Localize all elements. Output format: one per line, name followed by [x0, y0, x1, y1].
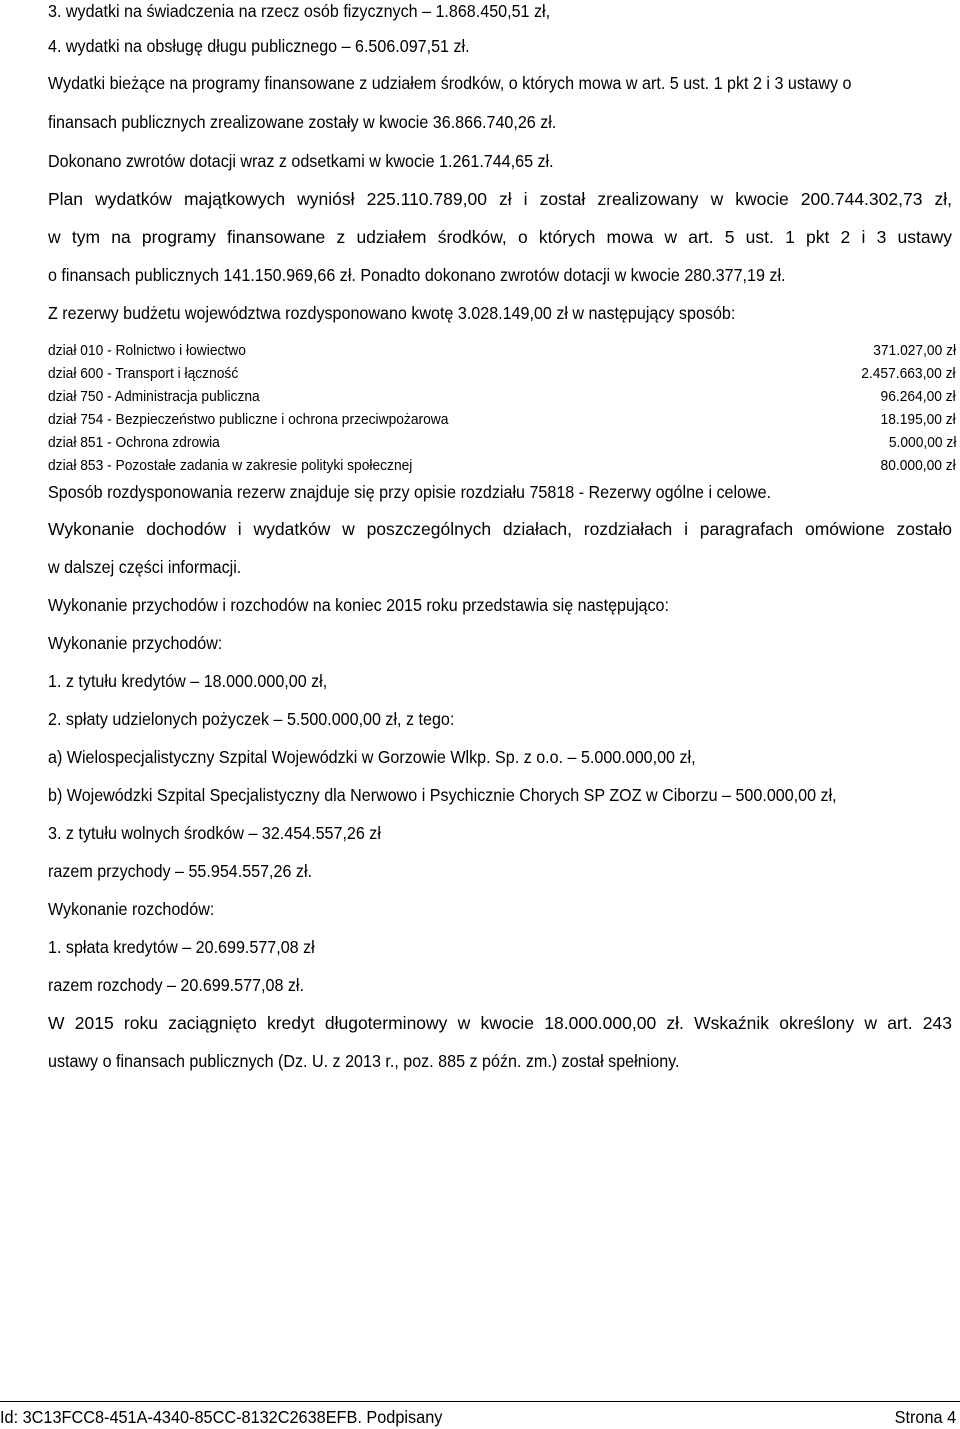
reserve-amount: 5.000,00 zł	[888, 434, 956, 451]
reserve-label: dział 853 - Pozostałe zadania w zakresie polityki społecznej	[48, 457, 413, 474]
reserve-label: dział 754 - Bezpieczeństwo publiczne i ochrona przeciwpożarowa	[48, 411, 449, 428]
text-line-expenses-individuals: 3. wydatki na świadczenia na rzecz osób fizycznych – 1.868.450,51 zł,	[48, 1, 551, 21]
text-line-revenue-total: razem przychody – 55.954.557,26 zł.	[48, 861, 313, 881]
reserve-row	[48, 341, 956, 360]
text-line-execution-cont: w dalszej części informacji.	[48, 557, 242, 577]
text-line-reserve-intro: Z rezerwy budżetu województwa rozdysponowano kwotę 3.028.149,00 zł w następujący sposób:	[48, 303, 736, 323]
text-line-revenue-loans: 2. spłaty udzielonych pożyczek – 5.500.000,00 zł, z tego:	[48, 709, 455, 729]
text-line-capital-programs-cont: o finansach publicznych 141.150.969,66 zł. Ponadto dokonano zwrotów dotacji w kwocie 280.377,19 zł.	[48, 265, 786, 285]
reserve-amount: 80.000,00 zł	[880, 457, 956, 474]
text-line-debt-service: 4. wydatki na obsługę długu publicznego – 6.506.097,51 zł.	[48, 36, 470, 56]
reserve-row	[48, 433, 956, 452]
text-line-execution-intro: Wykonanie dochodów i wydatków w poszczególnych działach, rozdziałach i paragrafach omówione zostało	[48, 519, 952, 539]
text-line-grant-returns: Dokonano zwrotów dotacji wraz z odsetkami w kwocie 1.261.744,65 zł.	[48, 151, 554, 171]
text-line-revenue-outflow-intro: Wykonanie przychodów i rozchodów na koniec 2015 roku przedstawia się następująco:	[48, 595, 669, 615]
text-line-capital-programs: w tym na programy finansowane z udziałem środków, o których mowa w art. 5 ust. 1 pkt 2 i 3 ustawy	[48, 227, 952, 247]
footer-divider	[0, 1401, 960, 1402]
text-line-revenue-loan-b: b) Wojewódzki Szpital Specjalistyczny dla Nerwowo i Psychicznie Chorych SP ZOZ w Ciborzu – 500.000,00 zł,	[48, 785, 837, 805]
reserve-amount: 371.027,00 zł	[873, 342, 956, 359]
text-line-capital-plan: Plan wydatków majątkowych wyniósł 225.110.789,00 zł i został zrealizowany w kwocie 200.744.302,73 zł,	[48, 189, 952, 209]
text-line-revenue-heading: Wykonanie przychodów:	[48, 633, 223, 653]
text-line-revenue-free-funds: 3. z tytułu wolnych środków – 32.454.557,26 zł	[48, 823, 381, 843]
reserve-row	[48, 456, 956, 475]
text-line-outflow-repayment: 1. spłata kredytów – 20.699.577,08 zł	[48, 937, 315, 957]
footer-document-id: Id: 3C13FCC8-451A-4340-85CC-8132C2638EFB. Podpisany	[0, 1407, 443, 1427]
text-line-revenue-loan-a: a) Wielospecjalistyczny Szpital Wojewódzki w Gorzowie Wlkp. Sp. z o.o. – 5.000.000,00 zł,	[48, 747, 696, 767]
reserve-amount: 96.264,00 zł	[880, 388, 956, 405]
reserve-label: dział 600 - Transport i łączność	[48, 365, 239, 382]
footer-page-number: Strona 4	[894, 1407, 956, 1427]
text-line-outflow-heading: Wykonanie rozchodów:	[48, 899, 215, 919]
text-line-current-expenses: Wydatki bieżące na programy finansowane z udziałem środków, o których mowa w art. 5 ust. 1 pkt 2 i 3 ustawy o	[48, 73, 852, 93]
reserve-label: dział 010 - Rolnictwo i łowiectwo	[48, 342, 246, 359]
text-line-reserve-note: Sposób rozdysponowania rezerw znajduje się przy opisie rozdziału 75818 - Rezerwy ogólne i celowe.	[48, 482, 772, 502]
reserve-row	[48, 410, 956, 429]
text-line-revenue-credits: 1. z tytułu kredytów – 18.000.000,00 zł,	[48, 671, 328, 691]
reserve-label: dział 851 - Ochrona zdrowia	[48, 434, 220, 451]
text-line-long-term-credit: W 2015 roku zaciągnięto kredyt długoterminowy w kwocie 18.000.000,00 zł. Wskaźnik określony w art. 243	[48, 1013, 952, 1033]
reserve-amount: 2.457.663,00 zł	[861, 365, 956, 382]
text-line-current-expenses-cont: finansach publicznych zrealizowane zostały w kwocie 36.866.740,26 zł.	[48, 112, 557, 132]
text-line-long-term-credit-cont: ustawy o finansach publicznych (Dz. U. z 2013 r., poz. 885 z późn. zm.) został spełniony.	[48, 1051, 680, 1071]
text-line-outflow-total: razem rozchody – 20.699.577,08 zł.	[48, 975, 304, 995]
reserve-label: dział 750 - Administracja publiczna	[48, 388, 260, 405]
reserve-amount: 18.195,00 zł	[880, 411, 956, 428]
reserve-row	[48, 364, 956, 383]
reserve-row	[48, 387, 956, 406]
